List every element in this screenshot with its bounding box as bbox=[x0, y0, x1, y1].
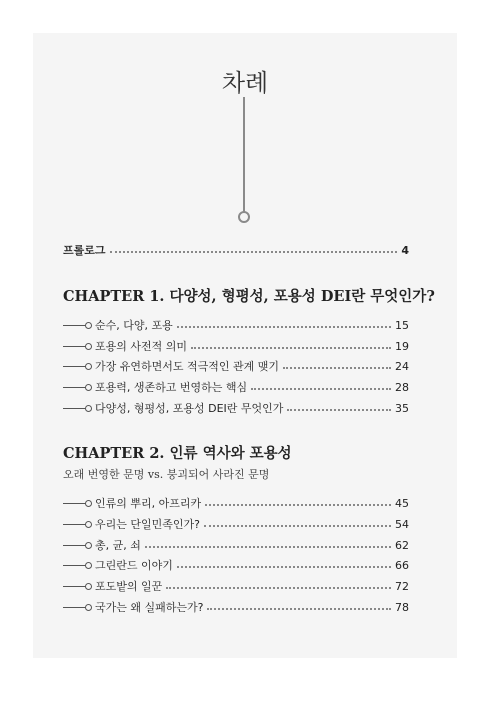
dot-leader bbox=[205, 504, 391, 506]
entry-lead-line-icon bbox=[63, 565, 89, 566]
dot-leader bbox=[177, 566, 391, 568]
entry-page-number: 72 bbox=[395, 579, 409, 593]
entry-label: 총, 균, 쇠 bbox=[95, 539, 141, 552]
dot-leader bbox=[177, 326, 391, 328]
decorative-vertical-line bbox=[243, 97, 245, 213]
entry-label: 순수, 다양, 포용 bbox=[95, 319, 173, 332]
entry-label: 포용력, 생존하고 번영하는 핵심 bbox=[95, 381, 248, 394]
entry-page-number: 45 bbox=[395, 496, 409, 510]
entry-lead-line-icon bbox=[63, 545, 89, 546]
entry-page-number: 66 bbox=[395, 558, 409, 572]
toc-entry[interactable] bbox=[63, 358, 409, 374]
entry-label: 인류의 뿌리, 아프리카 bbox=[95, 497, 202, 510]
toc-entry[interactable] bbox=[63, 338, 409, 354]
toc-entry[interactable] bbox=[63, 557, 409, 573]
entry-page-number: 28 bbox=[395, 380, 409, 394]
entry-page-number: 54 bbox=[395, 517, 409, 531]
entry-lead-line-icon bbox=[63, 325, 89, 326]
entry-label: 포용의 사전적 의미 bbox=[95, 340, 188, 353]
entry-lead-line-icon bbox=[63, 366, 89, 367]
entry-page-number: 24 bbox=[395, 359, 409, 373]
entry-page-number: 35 bbox=[395, 401, 409, 415]
dot-leader bbox=[191, 347, 391, 349]
entry-lead-line-icon bbox=[63, 408, 89, 409]
toc-entry[interactable] bbox=[63, 400, 409, 416]
toc-entry[interactable] bbox=[63, 495, 409, 511]
toc-entry[interactable] bbox=[63, 578, 409, 594]
entry-lead-line-icon bbox=[63, 607, 89, 608]
toc-entry[interactable] bbox=[63, 537, 409, 553]
dot-leader bbox=[110, 251, 398, 253]
entry-page-number: 15 bbox=[395, 318, 409, 332]
toc-entry[interactable] bbox=[63, 317, 409, 333]
entry-lead-line-icon bbox=[63, 346, 89, 347]
dot-leader bbox=[204, 525, 391, 527]
entry-label: 우리는 단일민족인가? bbox=[95, 518, 200, 531]
decorative-ring-icon bbox=[238, 211, 250, 223]
toc-entry[interactable] bbox=[63, 379, 409, 395]
chapter-2-subtitle: 오래 번영한 문명 vs. 붕괴되어 사라진 문명 bbox=[63, 468, 270, 481]
toc-entry[interactable] bbox=[63, 599, 409, 615]
entry-lead-line-icon bbox=[63, 586, 89, 587]
entry-label: 프롤로그 bbox=[63, 244, 106, 257]
entry-lead-line-icon bbox=[63, 503, 89, 504]
entry-label: 포도밭의 일꾼 bbox=[95, 580, 163, 593]
entry-page-number: 4 bbox=[401, 243, 409, 257]
chapter-1-title[interactable]: CHAPTER 1. 다양성, 형평성, 포용성 DEI란 무엇인가? bbox=[63, 288, 435, 305]
entry-label: 그린란드 이야기 bbox=[95, 559, 173, 572]
entry-label: 다양성, 형평성, 포용성 DEI란 무엇인가 bbox=[95, 402, 284, 415]
toc-entry-prologue[interactable] bbox=[63, 242, 409, 258]
entry-page-number: 62 bbox=[395, 538, 409, 552]
toc-title: 차례 bbox=[221, 69, 269, 97]
chapter-2-title[interactable]: CHAPTER 2. 인류 역사와 포용성 bbox=[63, 445, 292, 462]
entry-page-number: 78 bbox=[395, 600, 409, 614]
dot-leader bbox=[287, 409, 391, 411]
dot-leader bbox=[166, 587, 391, 589]
dot-leader bbox=[251, 388, 391, 390]
entry-label: 가장 유연하면서도 적극적인 관계 맺기 bbox=[95, 360, 280, 373]
dot-leader bbox=[207, 608, 391, 610]
entry-lead-line-icon bbox=[63, 524, 89, 525]
toc-entry[interactable] bbox=[63, 516, 409, 532]
entry-lead-line-icon bbox=[63, 387, 89, 388]
dot-leader bbox=[145, 546, 391, 548]
dot-leader bbox=[283, 367, 391, 369]
entry-page-number: 19 bbox=[395, 339, 409, 353]
entry-label: 국가는 왜 실패하는가? bbox=[95, 601, 204, 614]
toc-page bbox=[33, 33, 457, 658]
